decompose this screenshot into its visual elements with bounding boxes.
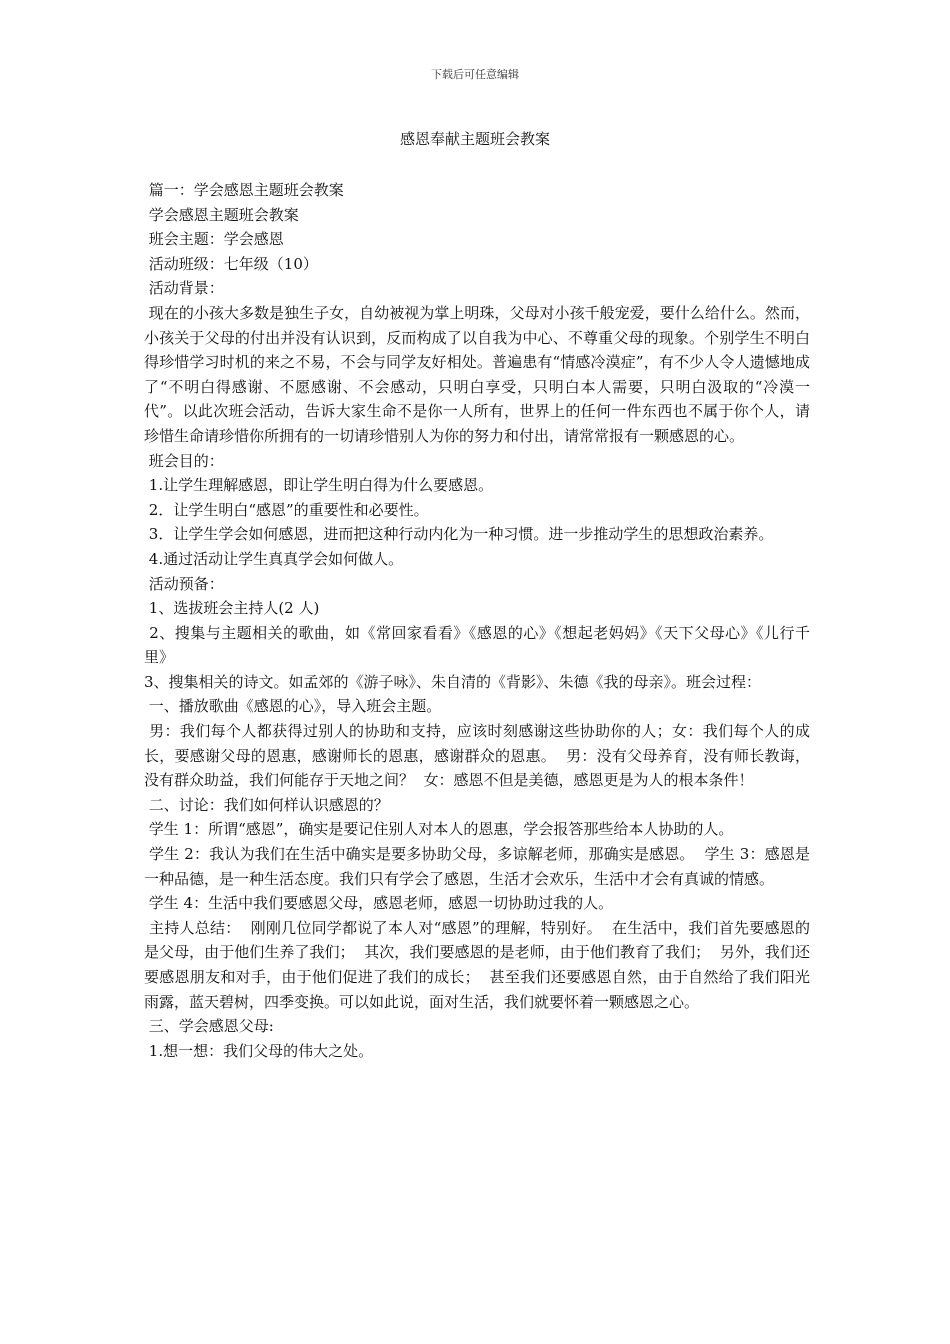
document-title: 感恩奉献主题班会教案 — [399, 130, 550, 148]
paragraph: 二、讨论：我们如何样认识感恩的？ — [144, 795, 389, 814]
paragraph: 班会主题：学会感恩 — [144, 230, 284, 249]
paragraph: 现在的小孩大多数是独生子女，自幼被视为掌上明珠，父母对小孩千般宠爱，要什么给什么。然而，小孩关于父母的付出并没有认识到，反而构成了以自我为中心、不尊重父母的现象。个别学生不明白得珍惜学习时机的来之不易，不会与同学友好相处。普遍患有“情感冷漠症”，有不少人令人遗憾地成了“不明白得感谢、不愿感谢、不会感动，只明白享受，只明白本人需要，只明白汲取的“冷漠一代”。以此次班会活动，告诉大家生命不是你一人所有，世界上的任何一件东西也不属于你个人，请珍惜生命请珍惜你所拥有的一切请珍惜别人为你的努力和付出，请常常报有一颗感恩的心。 — [144, 303, 810, 445]
paragraph: 班会目的： — [144, 451, 224, 470]
document-body — [144, 178, 810, 1063]
paragraph: 学生 1：所谓“感恩”，确实是要记住别人对本人的恩惠，学会报答那些给本人协助的人。 — [144, 820, 734, 839]
paragraph: 学生 2：我认为我们在生活中确实是要多协助父母，多谅解老师，那确实是感恩。 学生 3：感恩是一种品德，是一种生活态度。我们只有学会了感恩，生活才会欢乐，生活中才会有真诚的情感。 — [144, 845, 810, 888]
paragraph: 3、搜集相关的诗文。如孟郊的《游子咏》、朱自清的《背影》、朱德《我的母亲》。班会过程： — [144, 672, 762, 691]
paragraph: 男：我们每个人都获得过别人的协助和支持，应该时刻感谢这些协助你的人；女：我们每个人的成长，要感谢父母的恩惠，感谢师长的恩惠，感谢群众的恩惠。 男：没有父母养育，没有师长教诲，没有群众助益，我们何能存于天地之间？ 女：感恩不但是美德，感恩更是为人的根本条件！ — [144, 722, 810, 790]
paragraph: 4.通过活动让学生真真学会如何做人。 — [144, 549, 404, 568]
paragraph: 2．让学生明白“感恩”的重要性和必要性。 — [144, 500, 429, 519]
paragraph: 1.让学生理解感恩，即让学生明白得为什么要感恩。 — [144, 476, 494, 495]
paragraph: 1、选拔班会主持人(2 人) — [144, 599, 320, 618]
paragraph: 活动背景： — [144, 279, 224, 298]
paragraph: 1.想一想：我们父母的伟大之处。 — [144, 1041, 374, 1060]
paragraph: 篇一：学会感恩主题班会教案 — [144, 181, 344, 199]
paragraph: 3．让学生学会如何感恩，进而把这种行动内化为一种习惯。进一步推动学生的思想政治素养。 — [144, 525, 774, 544]
paragraph: 三、学会感恩父母: — [144, 1017, 274, 1036]
paragraph: 活动预备： — [144, 574, 224, 593]
paragraph: 活动班级：七年级（10） — [144, 254, 318, 273]
paragraph: 学生 4：生活中我们要感恩父母，感恩老师，感恩一切协助过我的人。 — [144, 894, 614, 913]
paragraph: 主持人总结： 刚刚几位同学都说了本人对“感恩”的理解，特别好。 在生活中，我们首先要感恩的是父母，由于他们生养了我们； 其次，我们要感恩的是老师，由于他们教育了我们； 另外，我们还要感恩朋友和对手，由于他们促进了我们的成长； 甚至我们还要感恩自然，由于自然给了我们阳光雨露，蓝天碧树，四季变换。可以如此说，面对生活，我们就要怀着一颗感恩之心。 — [144, 918, 810, 1011]
paragraph: 一、播放歌曲《感恩的心》，导入班会主题。 — [144, 697, 442, 716]
paragraph: 学会感恩主题班会教案 — [144, 205, 299, 224]
paragraph: 2、搜集与主题相关的歌曲，如《常回家看看》《感恩的心》《想起老妈妈》《天下父母心》《儿行千里》 — [144, 623, 810, 667]
header-note: 下载后可任意编辑 — [431, 68, 519, 81]
